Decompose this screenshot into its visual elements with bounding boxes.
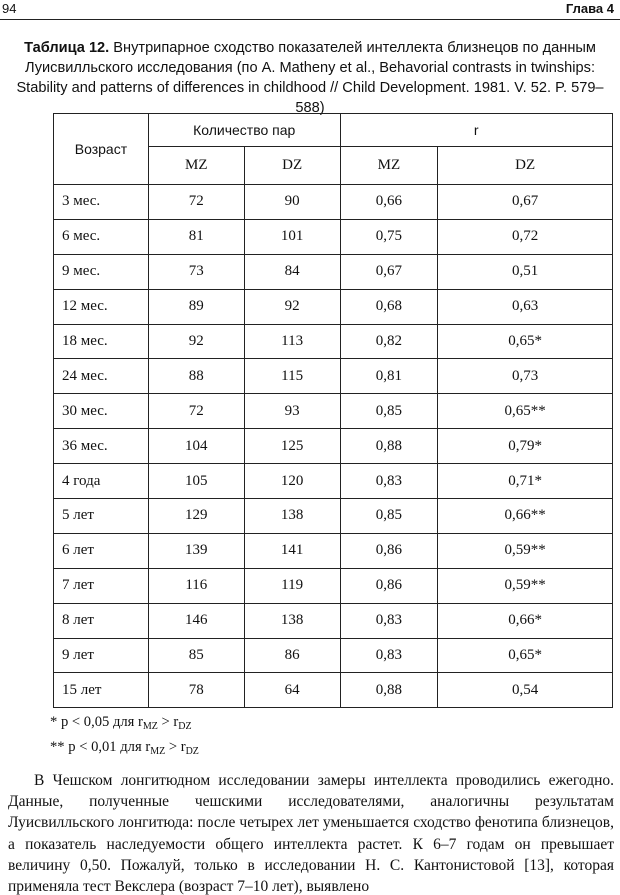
cell-pairs-dz: 138: [244, 499, 340, 534]
pairs-column-header: Количество пар: [148, 114, 340, 147]
twin-similarity-table: [53, 113, 613, 708]
cell-pairs-mz: 85: [148, 638, 244, 673]
cell-pairs-mz: 73: [148, 254, 244, 289]
pairs-mz-header: MZ: [148, 147, 244, 185]
cell-age: 8 лет: [54, 603, 149, 638]
body-paragraph: В Чешском лонгитюдном исследовании замеры интеллекта проводились ежегодно. Данные, полученные чешскими исследователями, аналогичны результатам Луисвилльского лонгитюда: после четырех лет уменьшается сходство фенотипа близнецов, а показатель наследуемости общего интеллекта растет. К 6–7 годам он превышает величину 0,50. Пожалуй, только в исследовании Н. С. Кантонистовой [13], которая применяла тест Векслера (возраст 7–10 лет), выявлено: [8, 772, 614, 895]
table-row: [54, 533, 613, 568]
cell-r-mz: 0,83: [340, 464, 438, 499]
cell-r-dz: 0,63: [438, 289, 613, 324]
cell-r-dz: 0,54: [438, 673, 613, 708]
pairs-dz-header: DZ: [244, 147, 340, 185]
table-caption: [8, 38, 612, 118]
cell-r-dz: 0,73: [438, 359, 613, 394]
cell-age: 18 мес.: [54, 324, 149, 359]
cell-r-dz: 0,65*: [438, 324, 613, 359]
cell-age: 36 мес.: [54, 429, 149, 464]
cell-pairs-mz: 88: [148, 359, 244, 394]
cell-r-mz: 0,82: [340, 324, 438, 359]
table-row: [54, 359, 613, 394]
cell-age: 9 мес.: [54, 254, 149, 289]
cell-pairs-mz: 146: [148, 603, 244, 638]
cell-age: 6 мес.: [54, 219, 149, 254]
cell-r-dz: 0,66*: [438, 603, 613, 638]
table-row: [54, 638, 613, 673]
cell-pairs-mz: 81: [148, 219, 244, 254]
cell-age: 6 лет: [54, 533, 149, 568]
cell-age: 4 года: [54, 464, 149, 499]
table-row: [54, 464, 613, 499]
cell-r-mz: 0,86: [340, 533, 438, 568]
cell-pairs-mz: 72: [148, 394, 244, 429]
cell-r-dz: 0,79*: [438, 429, 613, 464]
cell-r-mz: 0,85: [340, 499, 438, 534]
table-body: [54, 185, 613, 708]
table-row: [54, 603, 613, 638]
cell-r-mz: 0,66: [340, 185, 438, 220]
cell-pairs-mz: 72: [148, 185, 244, 220]
cell-age: 30 мес.: [54, 394, 149, 429]
cell-pairs-dz: 86: [244, 638, 340, 673]
cell-r-dz: 0,65*: [438, 638, 613, 673]
age-column-header: Возраст: [54, 114, 149, 185]
cell-pairs-mz: 78: [148, 673, 244, 708]
cell-age: 3 мес.: [54, 185, 149, 220]
cell-r-mz: 0,85: [340, 394, 438, 429]
cell-r-dz: 0,65**: [438, 394, 613, 429]
cell-pairs-dz: 90: [244, 185, 340, 220]
table-row: [54, 289, 613, 324]
cell-r-mz: 0,83: [340, 603, 438, 638]
table-row: [54, 219, 613, 254]
cell-r-dz: 0,59**: [438, 568, 613, 603]
cell-pairs-dz: 115: [244, 359, 340, 394]
r-dz-header: DZ: [438, 147, 613, 185]
cell-age: 7 лет: [54, 568, 149, 603]
caption-text: Внутрипарное сходство показателей интеллекта близнецов по данным Луисвилльского исследования (по A. Matheny et al., Behavorial contrasts in twinships: Stability and patterns of differences in childhood // Child Development. 1981. V. 52. P. 579–588): [16, 40, 604, 116]
table-row: [54, 324, 613, 359]
table-row: [54, 185, 613, 220]
cell-pairs-dz: 101: [244, 219, 340, 254]
chapter-title: Глава 4: [565, 1, 614, 16]
cell-r-dz: 0,51: [438, 254, 613, 289]
cell-pairs-dz: 84: [244, 254, 340, 289]
cell-r-dz: 0,67: [438, 185, 613, 220]
cell-pairs-mz: 92: [148, 324, 244, 359]
cell-r-mz: 0,67: [340, 254, 438, 289]
cell-age: 24 мес.: [54, 359, 149, 394]
table-notes: [50, 712, 199, 762]
cell-r-mz: 0,68: [340, 289, 438, 324]
cell-pairs-mz: 89: [148, 289, 244, 324]
r-column-header: r: [340, 114, 612, 147]
cell-pairs-dz: 138: [244, 603, 340, 638]
cell-pairs-mz: 116: [148, 568, 244, 603]
cell-r-dz: 0,66**: [438, 499, 613, 534]
note-p01: ** p < 0,01 для $r_{MZ} > r_{DZ}$: [50, 739, 199, 757]
cell-pairs-dz: 119: [244, 568, 340, 603]
cell-pairs-mz: 129: [148, 499, 244, 534]
cell-r-mz: 0,86: [340, 568, 438, 603]
cell-age: 15 лет: [54, 673, 149, 708]
note-p05: * p < 0,05 для $r_{MZ} > r_{DZ}$: [50, 714, 192, 732]
table-row: [54, 568, 613, 603]
cell-r-mz: 0,81: [340, 359, 438, 394]
cell-age: 5 лет: [54, 499, 149, 534]
cell-pairs-mz: 139: [148, 533, 244, 568]
table-row: [54, 673, 613, 708]
table-row: [54, 499, 613, 534]
caption-label: Таблица 12.: [24, 40, 110, 56]
table-row: [54, 429, 613, 464]
cell-r-mz: 0,88: [340, 429, 438, 464]
cell-age: 12 мес.: [54, 289, 149, 324]
cell-r-dz: 0,72: [438, 219, 613, 254]
cell-pairs-dz: 93: [244, 394, 340, 429]
cell-pairs-dz: 64: [244, 673, 340, 708]
cell-pairs-dz: 92: [244, 289, 340, 324]
cell-r-mz: 0,88: [340, 673, 438, 708]
cell-age: 9 лет: [54, 638, 149, 673]
cell-pairs-mz: 105: [148, 464, 244, 499]
cell-r-dz: 0,59**: [438, 533, 613, 568]
r-mz-header: MZ: [340, 147, 438, 185]
table-row: [54, 394, 613, 429]
page-number: 94: [2, 1, 17, 16]
cell-r-mz: 0,75: [340, 219, 438, 254]
cell-pairs-dz: 113: [244, 324, 340, 359]
cell-r-mz: 0,83: [340, 638, 438, 673]
cell-r-dz: 0,71*: [438, 464, 613, 499]
table-row: [54, 254, 613, 289]
cell-pairs-mz: 104: [148, 429, 244, 464]
cell-pairs-dz: 120: [244, 464, 340, 499]
running-head: [0, 0, 620, 20]
cell-pairs-dz: 141: [244, 533, 340, 568]
cell-pairs-dz: 125: [244, 429, 340, 464]
